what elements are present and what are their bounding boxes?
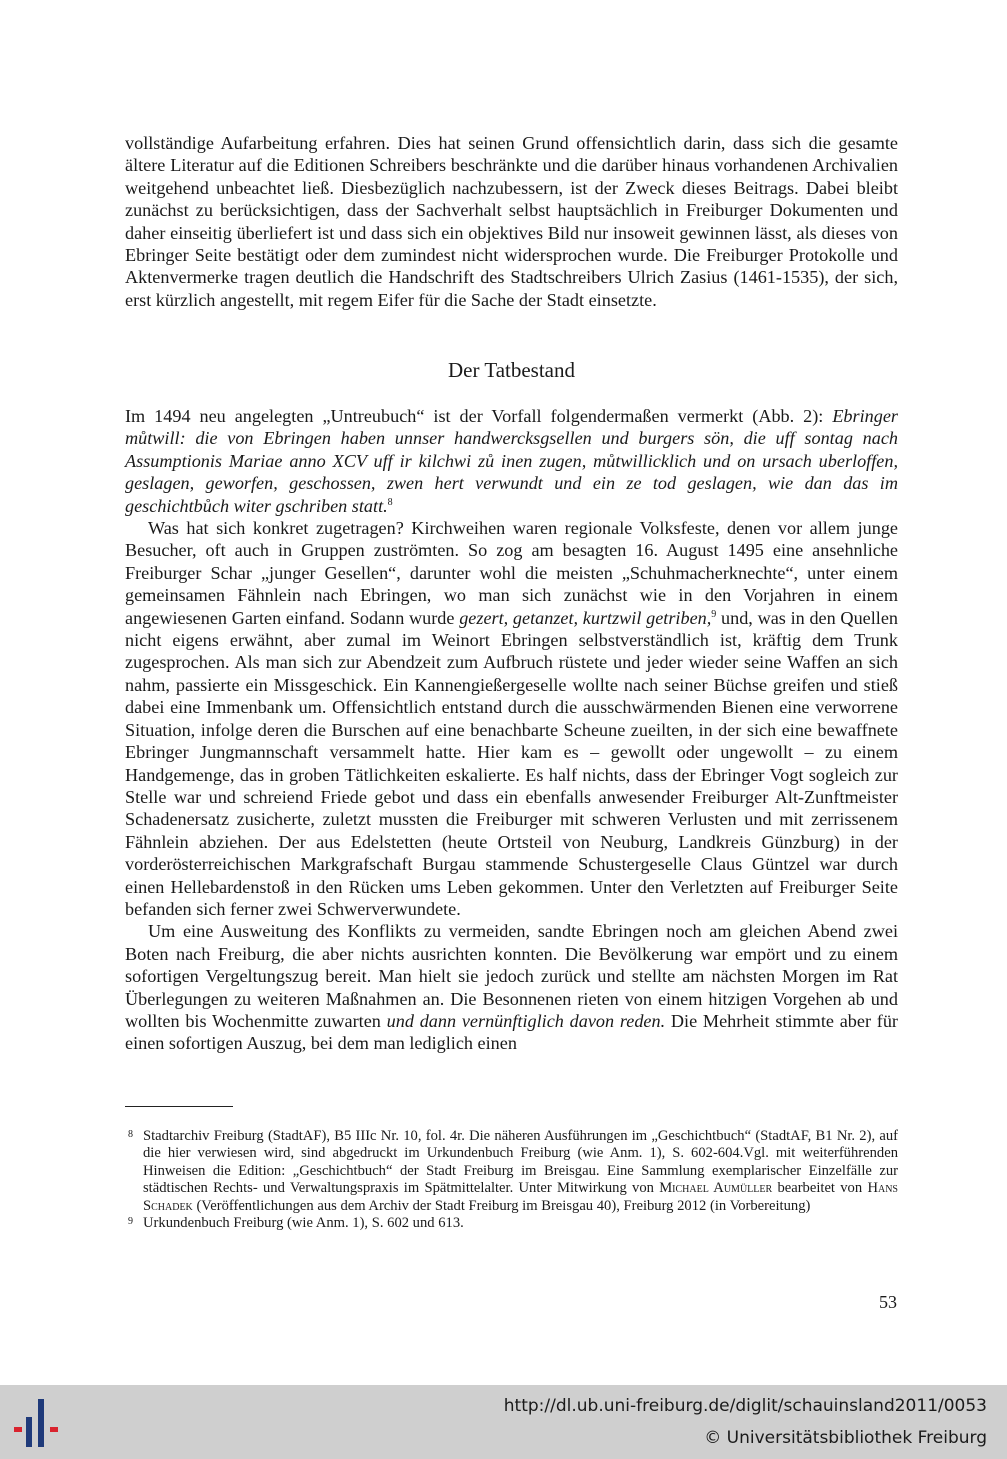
footnote-8-editor: Hans Schadek bbox=[143, 1180, 898, 1214]
quote-ebringer: Ebringer můtwill: die von Ebringen haben unnser handwercksgsellen und burgers sön, die uff sontag nach Assumptionis Mariae anno XCV uff ir kilchwi zů inen zugen, můtwillicklich und on ursach uberloffen, geslagen, geworfen, geschossen, zwen hert verwundt und ein ze tod geslagen, wie dan das im geschichtbůch witer gschriben statt. bbox=[125, 406, 898, 516]
page-number: 53 bbox=[879, 1292, 897, 1312]
footnote-8 bbox=[125, 1128, 898, 1215]
quote-gezert: gezert, getanzet, kurtzwil getriben, bbox=[459, 607, 712, 628]
paragraph-events-b: und, was in den Quellen nicht eigens erwähnt, aber zumal im Weinort Ebringen selbstverständlich ist, kräftig dem Trunk zugesprochen. Als man sich zur Abendzeit zum Aufbruch rüstete und jeder wieder seine Waffen an sich nahm, passierte ein Missgeschick. Ein Kannengießergeselle wollte nach seiner Büchse greifen und stieß dabei eine Immenbank um. Offensichtlich entstand durch die ausschwärmenden Bienen eine verworrene Situation, infolge deren die Burschen auf eine benachbarte Scheune zueilten, in der sich eine bewaffnete Ebringer Jungmannschaft versammelt hatte. Hier kam es – gewollt oder ungewollt – zu einem Handgemenge, das in groben Tätlichkeiten eskalierte. Es half nichts, dass der Ebringer Vogt sogleich zur Stelle war und schreiend Friede gebot und dass ein ebenfalls anwesender Freiburger Alt-Zunftmeister Schadenersatz zusicherte, zuletzt mussten die Freiburger mit schweren Verlusten und mit zerrissenem Fähnlein abziehen. Der aus Edelstetten (heute Ortsteil von Neuburg, Landkreis Günzburg) in der vorderösterreichischen Markgrafschaft Burgau stammende Schustergeselle Claus Güntzel war durch einen Hellebardenstoß in den Rücken ums Leben gekommen. Unter den Verletzten auf Freiburger Seite befanden sich ferner zwei Schwerverwundete. bbox=[125, 607, 899, 919]
logo-bar-mid-left bbox=[26, 1417, 32, 1447]
logo-bar-left bbox=[14, 1427, 22, 1432]
logo-bar-right bbox=[50, 1427, 58, 1432]
section-heading: Der Tatbestand bbox=[447, 358, 575, 382]
footnote-separator bbox=[125, 1106, 233, 1107]
footnote-8-number: 8 bbox=[128, 1129, 133, 1140]
footnote-8-text-b: bearbeitet von bbox=[772, 1180, 868, 1197]
footer-bar bbox=[0, 1385, 1007, 1459]
footnote-ref-8: 8 bbox=[387, 496, 393, 508]
footnote-8-author: Michael Aumüller bbox=[659, 1180, 773, 1197]
main-text-body bbox=[125, 405, 898, 1055]
main-text-top bbox=[125, 132, 898, 311]
footnote-9-number: 9 bbox=[128, 1216, 133, 1228]
footnote-9-text: Urkundenbuch Freiburg (wie Anm. 1), S. 602 und 613. bbox=[143, 1215, 464, 1232]
footnote-8-text-c: (Veröffentlichungen aus dem Archiv der Stadt Freiburg im Breisgau 40), Freiburg 2012 (in Vorbereitung) bbox=[192, 1197, 811, 1214]
paragraph-untreubuch-lead: Im 1494 neu angelegten „Untreubuch“ ist der Vorfall folgendermaßen vermerkt (Abb. 2): bbox=[125, 406, 833, 426]
copyright-text: © Universitätsbibliothek Freiburg bbox=[704, 1428, 987, 1448]
section-heading-wrapper bbox=[125, 357, 898, 383]
footnote-9 bbox=[125, 1215, 898, 1232]
source-url-link[interactable]: http://dl.ub.uni-freiburg.de/diglit/schauinsland2011/0053 bbox=[503, 1396, 987, 1416]
ub-freiburg-logo-icon[interactable] bbox=[12, 1397, 64, 1449]
logo-bar-mid-right bbox=[38, 1399, 44, 1447]
paragraph-events bbox=[125, 517, 898, 920]
footnote-ref-9: 9 bbox=[711, 608, 717, 620]
paragraph-aftermath bbox=[125, 920, 898, 1054]
paragraph-events-a: Was hat sich konkret zugetragen? Kirchweihen waren regionale Volksfeste, denen vor allem junge Besucher, oft auch in Gruppen zuströmten. So zog am besagten 16. August 1495 eine ansehnliche Freiburger Schar „junger Gesellen“, darunter wohl die meisten „Schuhmacherknechte“, unter einem gemeinsamen Fähnlein nach Ebringen, wo man sich zunächst wie in den Vorjahren in einem angewiesenen Garten einfand. Sodann wurde bbox=[125, 518, 898, 628]
footnotes bbox=[125, 1128, 898, 1232]
paragraph-untreubuch bbox=[125, 405, 898, 517]
paragraph-aftermath-a: Um eine Ausweitung des Konflikts zu vermeiden, sandte Ebringen noch am gleichen Abend zwei Boten nach Freiburg, die aber nichts ausrichten konnten. Die Bevölkerung war empört und zu einem sofortigen Vergeltungszug bereit. Man hielt sie jedoch zurück und stellte am nächsten Morgen im Rat Überlegungen zu weiteren Maßnahmen an. Die Besonnenen rieten von einem hitzigen Vorgehen ab und wollten bis Wochenmitte zuwarten bbox=[125, 921, 898, 1031]
paragraph-intro: vollständige Aufarbeitung erfahren. Dies hat seinen Grund offensichtlich darin, dass sich die gesamte ältere Literatur auf die Editionen Schreibers beschränkte und die darüber hinaus vorhandenen Archivalien weitgehend unbeachtet ließ. Diesbezüglich nachzubessern, ist der Zweck dieses Beitrags. Dabei bleibt zunächst zu berücksichtigen, dass der Sachverhalt selbst hauptsächlich in Freiburger Dokumenten und daher einseitig überliefert ist und dass sich ein objektives Bild nur insoweit gewinnen lässt, als dieses von Ebringer Seite bestätigt oder dem zumindest nicht widersprochen wurde. Die Freiburger Protokolle und Aktenvermerke tragen deutlich die Handschrift des Stadtschreibers Ulrich Zasius (1461-1535), der sich, erst kürzlich angestellt, mit regem Eifer für die Sache der Stadt einsetzte. bbox=[125, 133, 898, 310]
quote-vernuenftiglich: und dann vernünftiglich davon reden. bbox=[386, 1010, 666, 1031]
footnote-8-text-a: Stadtarchiv Freiburg (StadtAF), B5 IIIc Nr. 10, fol. 4r. Die näheren Ausführungen im „Geschichtbuch“ (StadtAF, B1 Nr. 2), auf die hier verwiesen wird, sind abgedruckt im Urkundenbuch Freiburg (wie Anm. 1), S. 602-604.Vgl. mit weiterführenden Hinweisen die Edition: „Geschichtbuch“ der Stadt Freiburg im Breisgau. Eine Sammlung exemplarischer Einzelfälle zur städtischen Rechts- und Verwaltungspraxis im Spätmittelalter. Unter Mitwirkung von bbox=[143, 1128, 898, 1197]
paragraph-aftermath-b: Die Mehrheit stimmte aber für einen sofortigen Auszug, bei dem man lediglich einen bbox=[125, 1010, 898, 1054]
